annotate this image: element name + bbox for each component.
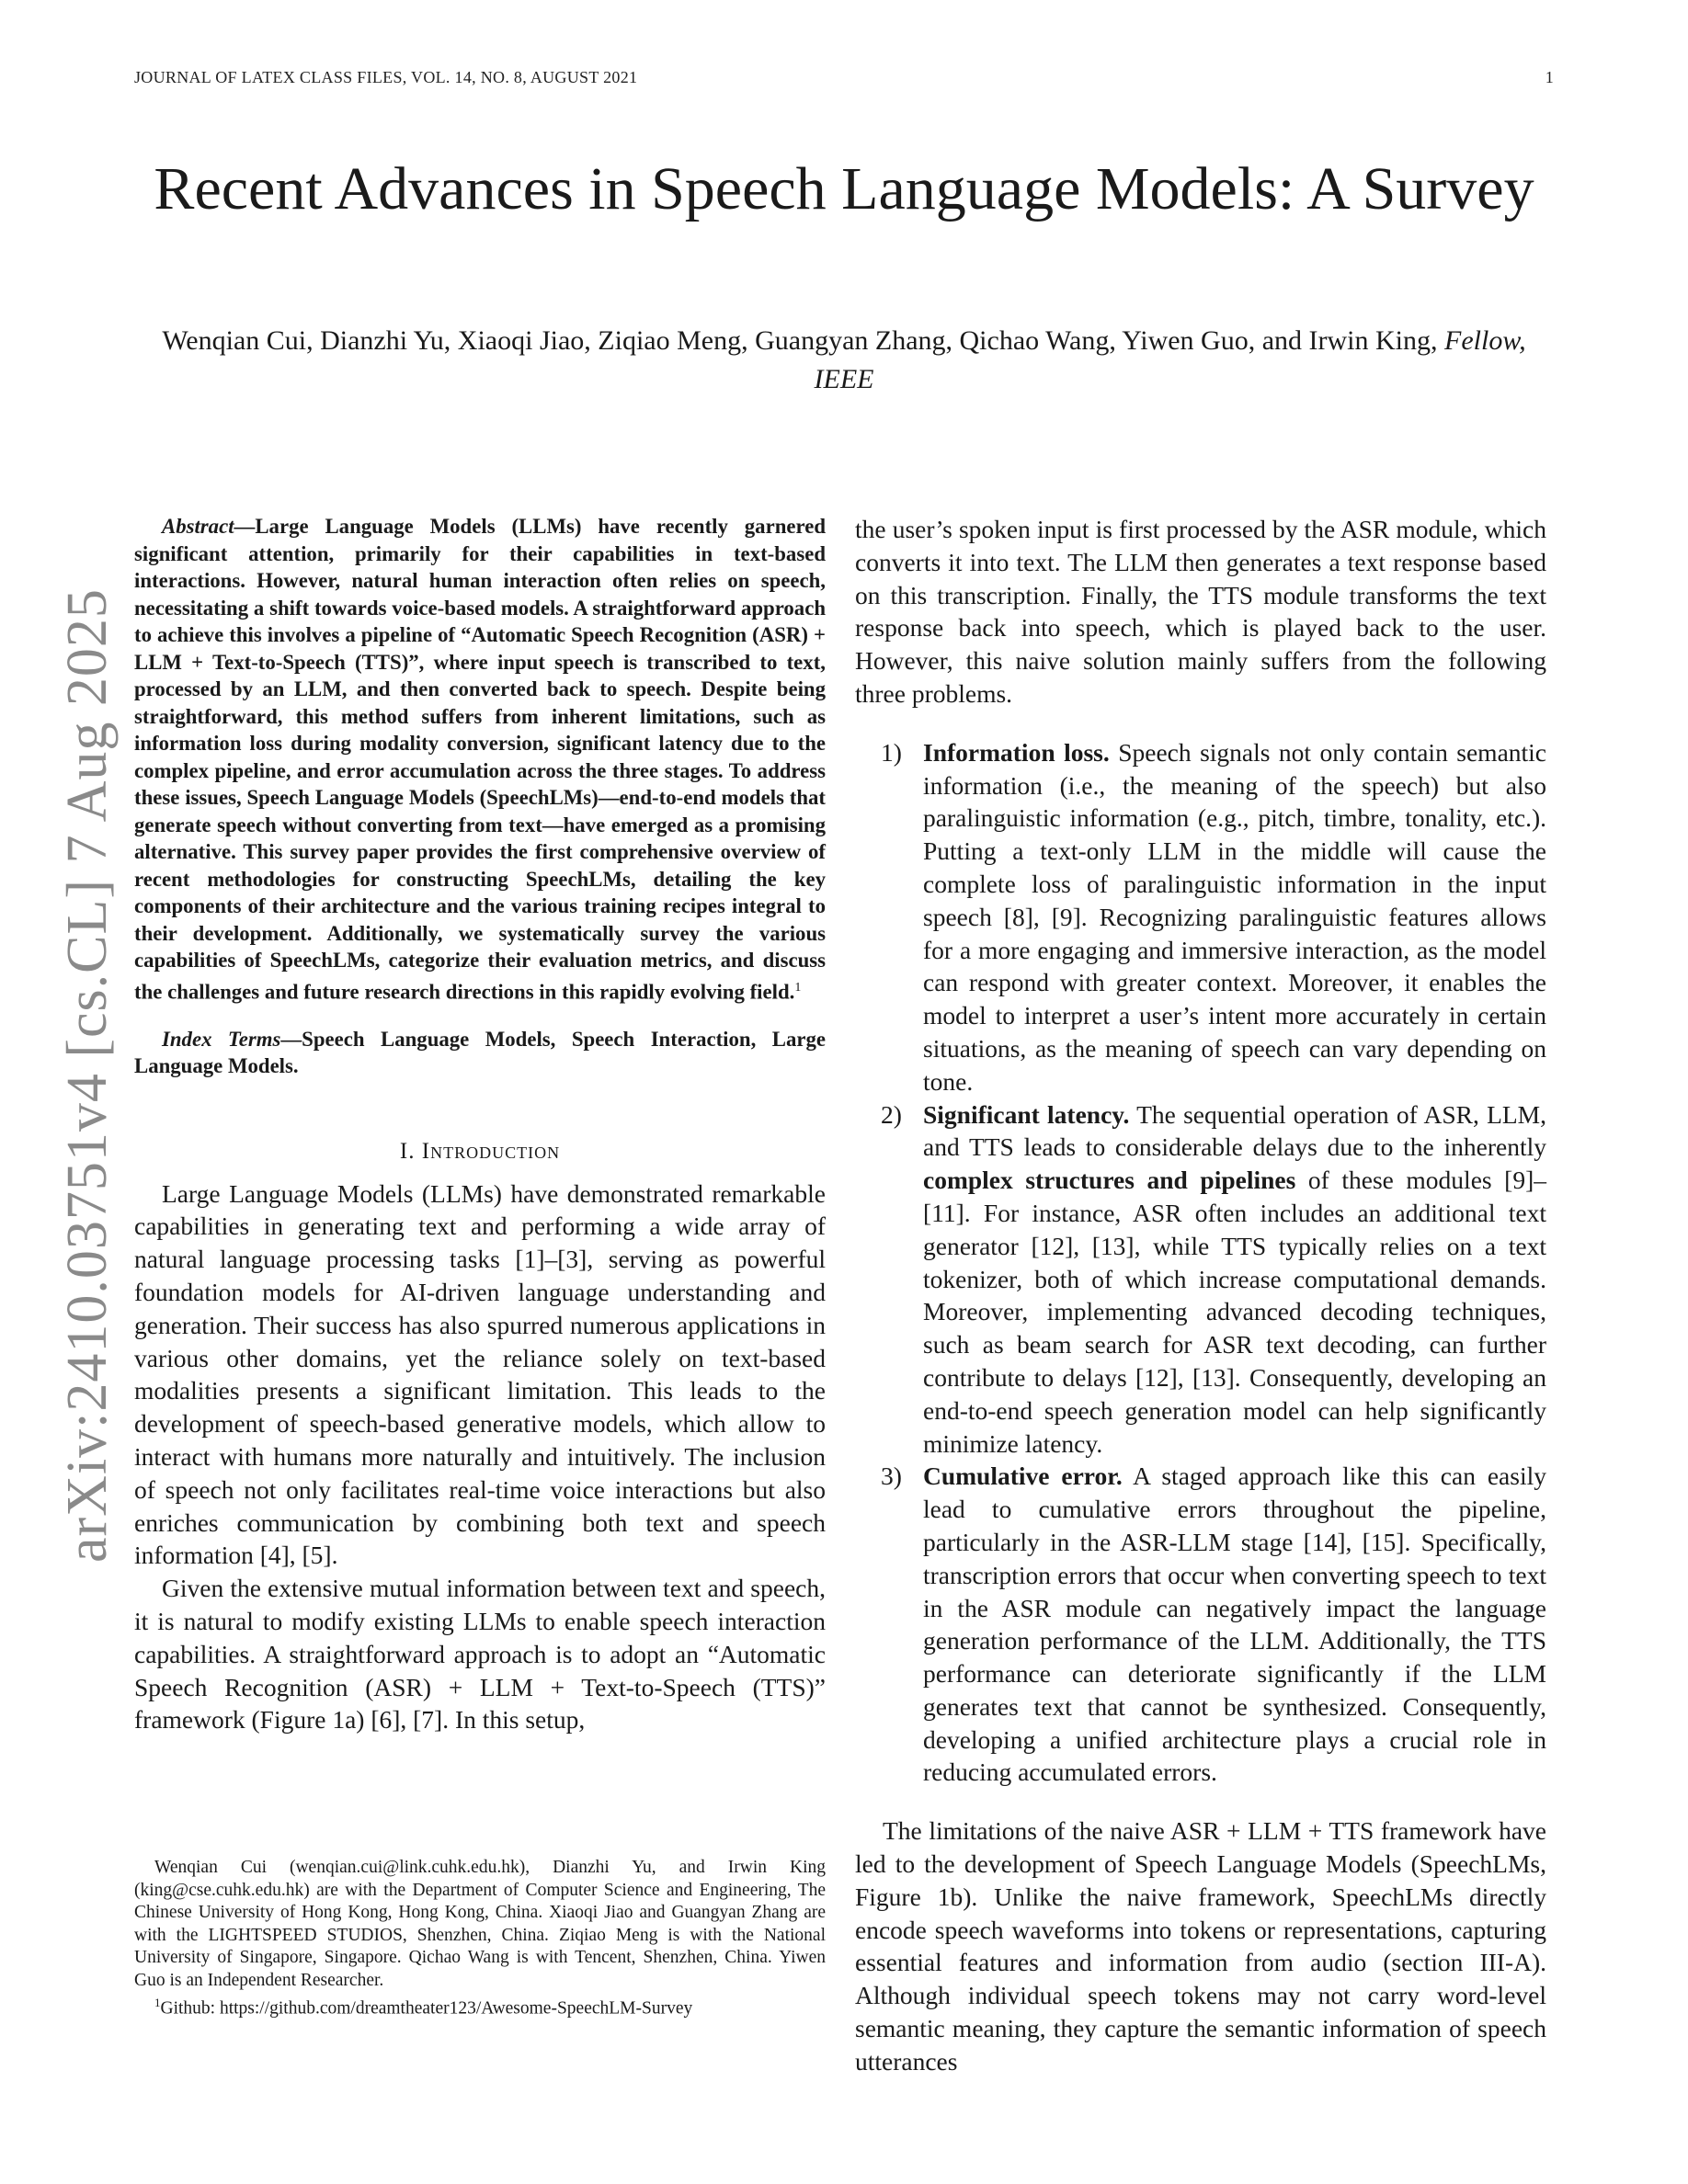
abstract [134, 513, 826, 1006]
intro-paragraph-3: The limitations of the naive ASR + LLM + TTS framework have led to the development of Speech Language Models (SpeechLMs, Figure 1b). Unlike the naive framework, SpeechLMs directly encode speech waveforms into tokens or representations, capturing essential features and information from audio (section III-A). Although individual speech tokens may not carry word-level semantic meaning, they capture the semantic information of speech utterances [855, 1816, 1546, 2076]
authors-text: Wenqian Cui, Dianzhi Yu, Xiaoqi Jiao, Ziqiao Meng, Guangyan Zhang, Qichao Wang, Yiwen Guo, and Irwin King, [162, 325, 1438, 356]
list-item [855, 736, 1546, 1098]
abstract-lead: Abstract [162, 515, 234, 538]
intro-paragraph-2: Given the extensive mutual information between text and speech, it is natural to modify existing LLMs to enable speech interaction capabilities. A straightforward approach is to adopt an “Automatic Speech Recognition (ASR) + LLM + Text-to-Speech (TTS)” framework (Figure 1a) [6], [7]. In this setup, [134, 1574, 826, 1735]
list-number: 3) [881, 1462, 902, 1491]
list-item-title: Information loss. [923, 737, 1110, 767]
author-suffix: Fellow, IEEE [814, 325, 1526, 394]
abstract-text: —Large Language Models (LLMs) have recently garnered significant attention, primarily for their capabilities in text-based interactions. However, natural human interaction often relies on speech, necessitating a shift towards voice-based models. A straightforward approach to achieve this involves a pipeline of “Automatic Speech Recognition (ASR) + LLM + Text-to-Speech (TTS)”, where input speech is transcribed to text, processed by an LLM, and then converted back to speech. Despite being straightforward, this method suffers from inherent limitations, such as information loss during modality conversion, significant latency due to the complex pipeline, and error accumulation across the three stages. To address these issues, Speech Language Models (SpeechLMs)—end-to-end models that generate speech without converting from text—have emerged as a promising alternative. This survey paper provides the first comprehensive overview of recent methodologies for constructing SpeechLMs, detailing the key components of their architecture and the various training recipes integral to their development. Additionally, we systematically survey the various capabilities of SpeechLMs, categorize their evaluation metrics, and discuss the challenges and future research directions in this rapidly evolving field. [134, 515, 826, 1004]
footnote-github-text: Github: https://github.com/dreamtheater123/Awesome-SpeechLM-Survey [160, 1998, 693, 2019]
list-item-text: The sequential operation of ASR, LLM, and TTS leads to considerable delays due to the inherently [923, 1099, 1546, 1162]
list-number: 2) [881, 1099, 902, 1129]
arxiv-identifier: arXiv:2410.03751v4 [cs.CL] 7 Aug 2025 [56, 588, 119, 1563]
list-number: 1) [881, 737, 902, 767]
list-item-text: A staged approach like this can easily lead to cumulative errors throughout the pipeline, particularly in the ASR-LLM stage [14], [15]. Specifically, transcription errors that occur when converting speech to text in the ASR module can negatively impact the language generation performance of the LLM. Additionally, the TTS performance can deteriorate significantly if the LLM generates text that cannot be synthesized. Consequently, developing a unified architecture plays a crucial role in reducing accumulated errors. [923, 1462, 1546, 1787]
index-terms-lead: Index Terms [162, 1027, 281, 1051]
problem-list [855, 736, 1546, 1790]
footnote-github [134, 1992, 826, 2020]
right-column [855, 513, 1546, 2078]
footnotes [134, 1857, 826, 2020]
author-list [134, 322, 1554, 399]
abstract-footnote-mark: 1 [794, 980, 802, 995]
intro-paragraph-continued: the user’s spoken input is first processed by the ASR module, which converts it into text. The LLM then generates a text response based on this transcription. Finally, the TTS module transforms the text response back into speech, which is played back to the user. However, this naive solution mainly suffers from the following three problems. [855, 515, 1546, 708]
paper-title: Recent Advances in Speech Language Models: A Survey [154, 155, 1534, 222]
page-number: 1 [1545, 68, 1554, 86]
list-item-text-continued: of these modules [9]–[11]. For instance, ASR often includes an additional text generator [12], [13], while TTS typically relies on a text tokenizer, both of which increase computational demands. Moreover, implementing advanced decoding techniques, such as beam search for ASR text decoding, can further contribute to delays [12], [13]. Consequently, developing an end-to-end speech generation model can help significantly minimize latency. [923, 1166, 1546, 1458]
list-item [855, 1098, 1546, 1461]
list-item-title: Cumulative error. [923, 1462, 1123, 1491]
list-item [855, 1460, 1546, 1789]
footnote-affiliations: Wenqian Cui (wenqian.cui@link.cuhk.edu.hk), Dianzhi Yu, and Irwin King (king@cse.cuhk.edu.hk) are with the Department of Computer Science and Engineering, The Chinese University of Hong Kong, Hong Kong, China. Xiaoqi Jiao and Guangyan Zhang are with the LIGHTSPEED STUDIOS, Shenzhen, China. Ziqiao Meng is with the National University of Singapore, Singapore. Qichao Wang is with Tencent, Shenzhen, China. Yiwen Guo is an Independent Researcher. [134, 1858, 826, 1990]
section-heading-introduction: I. Introduction [399, 1138, 561, 1164]
index-terms-text: —Speech Language Models, Speech Interaction, Large Language Models. [134, 1027, 826, 1078]
left-column [134, 513, 826, 1736]
list-item-emphasis: complex structures and pipelines [923, 1166, 1296, 1195]
list-item-text: Speech signals not only contain semantic information (i.e., the meaning of the speech) but also paralinguistic information (e.g., pitch, timbre, tonality, etc.). Putting a text-only LLM in the middle will cause the complete loss of paralinguistic information in the input speech [8], [9]. Recognizing paralinguistic features allows for a more engaging and immersive interaction, as the model can respond with greater context. Moreover, it enables the model to interpret a user’s intent more accurately in certain situations, as the meaning of speech can vary depending on tone. [923, 737, 1547, 1096]
running-head [134, 68, 1554, 87]
intro-paragraph-1: Large Language Models (LLMs) have demonstrated remarkable capabilities in generating text and performing a wide array of natural language processing tasks [1]–[3], serving as powerful foundation models for AI-driven language understanding and generation. Their success has also spurred numerous applications in various other domains, yet the reliance solely on text-based modalities presents a significant limitation. This leads to the development of speech-based generative models, which allow to interact with humans more naturally and intuitively. The inclusion of speech not only facilitates real-time voice interactions but also enriches communication by combining both text and speech information [4], [5]. [134, 1178, 826, 1570]
journal-header: JOURNAL OF LATEX CLASS FILES, VOL. 14, NO. 8, AUGUST 2021 [134, 68, 638, 86]
list-item-title: Significant latency. [923, 1099, 1130, 1129]
index-terms [134, 1026, 826, 1080]
footnote-github-mark: 1 [154, 1996, 161, 2009]
